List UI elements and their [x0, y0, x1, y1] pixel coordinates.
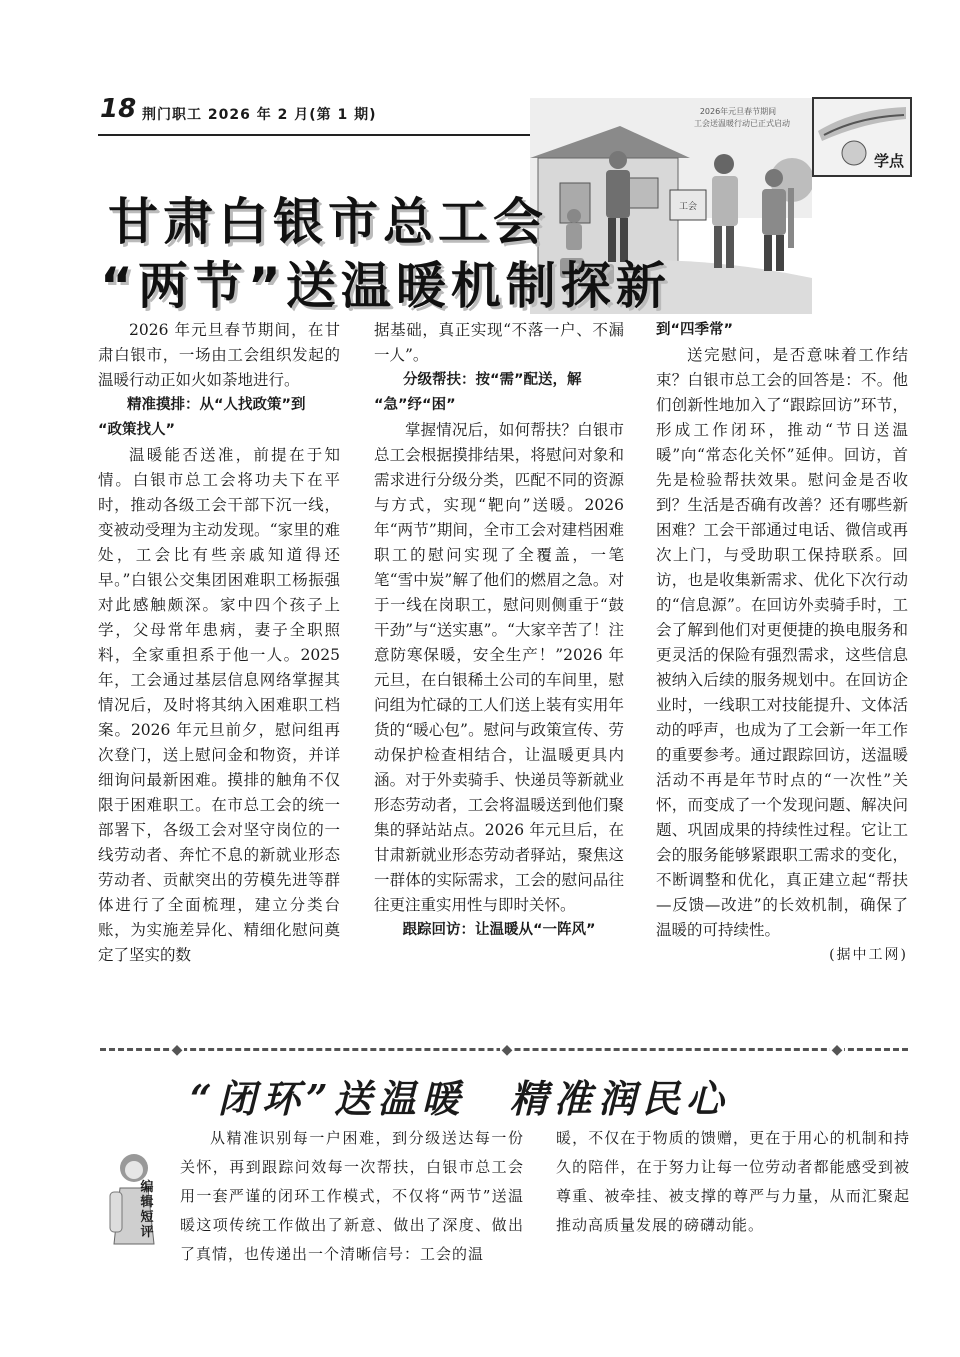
- box-label: 工会: [678, 202, 698, 212]
- subheading: “急”纾“困”: [374, 397, 456, 413]
- divider-ornament: ◆: [831, 1042, 843, 1058]
- section-badge: [812, 97, 912, 177]
- paragraph: 暖，不仅在于物质的馈赠，更在于用心的机制和持久的陪伴，在于努力让每一位劳动者都能感受到被尊重、被牵挂、被支撑的尊严与力量，从而汇聚起推动高质量发展的磅礴动能。: [556, 1129, 910, 1234]
- subheading: 跟踪回访：让温暖从“一阵风”: [402, 922, 596, 938]
- subheading: 精准摸排：从“人找政策”到: [127, 397, 306, 413]
- section-label: 学点: [873, 152, 904, 170]
- section-divider: [100, 1042, 908, 1058]
- paragraph: 从精准识别每一户困难，到分级送达每一份关怀，再到跟踪问效每一次帮扶，白银市总工会用一套严谨的闭环工作模式，不仅将“两节”送温暖这项传统工作做出了新意、做出了深度、做出了真情，也传递出一个清晰信号：工会的温: [180, 1129, 524, 1263]
- article-title-line1: 甘肃白银市总工会: [108, 193, 548, 251]
- article-title-line2: “两节”送温暖机制探新: [100, 257, 671, 315]
- paragraph: 2026 年元旦春节期间，在甘肃白银市，一场由工会组织发起的温暖行动正如火如荼地进行。: [98, 321, 340, 389]
- paragraph: 掌握情况后，如何帮扶？白银市总工会根据摸排结果，将慰问对象和需求进行分级分类，匹配不同的资源与方式，实现“靶向”送暖。2026 年“两节”期间，全市工会对建档困难职工的慰问实现了全覆盖，一笔笔“雪中炭”解了他们的燃眉之急。对于一线在岗职工，慰问则侧重于“鼓干劲”与“送实惠”。“大家辛苦了！注意防寒保暖，安全生产！”2026 年元旦，在白银稀土公司的车间里，慰问组为忙碌的工人们送上装有实用年货的“暖心包”。慰问与政策宣传、劳动保护检查相结合，让温暖更具内涵。对于外卖骑手、快递员等新就业形态劳动者，工会将温暖送到他们聚集的驿站站点。2026 年元旦后，在甘肃新就业形态劳动者驿站，聚焦这一群体的实际需求，工会的慰问品往往更注重实用性与即时关怀。: [374, 421, 624, 914]
- paragraph: 据基础，真正实现“不落一户、不漏一人”。: [374, 321, 624, 364]
- page-number: 18: [100, 94, 137, 124]
- article-column-3: [656, 318, 908, 968]
- divider-ornament: ◆: [171, 1042, 183, 1058]
- commentary-column-2: [556, 1124, 910, 1240]
- article-column-2: [374, 318, 624, 943]
- paragraph: 送完慰问，是否意味着工作结束？白银市总工会的回答是：不。他们创新性地加入了“跟踪回访”环节，形成工作闭环，推动“节日送温暖”向“常态化关怀”延伸。回访，首先是检验帮扶效果。慰问金是否收到？生活是否确有改善？还有哪些新困难？工会干部通过电话、微信或再次上门，与受助职工保持联系。回访，也是收集新需求、优化下次行动的“信息源”。在回访外卖骑手时，工会了解到他们对更便捷的换电服务和更灵活的保险有强烈需求，这些信息被纳入后续的服务规划中。在回访企业时，一线职工对技能提升、文体活动的呼声，也成为了工会新一年工作的重要参考。通过跟踪回访，送温暖活动不再是年节时点的“一次性”关怀，而变成了一个发现问题、解决问题、巩固成果的持续性过程。它让工会的服务能够紧跟职工需求的变化，不断调整和优化，真正建立起“帮扶—反馈—改进”的长效机制，确保了温暖的可持续性。: [656, 346, 908, 939]
- banner-line2: 工会送温暖行动已正式启动: [694, 119, 790, 128]
- subheading: 分级帮扶：按“需”配送，解: [403, 372, 582, 388]
- divider-ornament: ◆: [501, 1042, 513, 1058]
- commentary-column-1: [180, 1124, 524, 1269]
- subheading: 到“四季常”: [656, 322, 734, 338]
- publication-info: 荆门职工 2026 年 2 月(第 1 期): [142, 107, 377, 123]
- banner-line1: 2026年元旦春节期间: [699, 107, 777, 116]
- commentary-label: 编辑短评: [140, 1180, 154, 1240]
- subheading: “政策找人”: [98, 422, 176, 438]
- article-source: (据中工网): [829, 947, 908, 963]
- article-column-1: [98, 318, 340, 968]
- paragraph: 温暖能否送准，前提在于知情。白银市总工会将功夫下在平时，推动各级工会干部下沉一线，变被动受理为主动发现。“家里的难处，工会比有些亲戚知道得还早。”白银公交集团困难职工杨振强对此感触颇深。家中四个孩子上学，父母常年患病，妻子全职照料，全家重担系于他一人。2025 年，工会通过基层信息网络掌握其情况后，及时将其纳入困难职工档案。2026 年元旦前夕，慰问组再次登门，送上慰问金和物资，并详细询问最新困难。摸排的触角不仅限于困难职工。在市总工会的统一部署下，各级工会对坚守岗位的一线劳动者、奔忙不息的新就业形态劳动者、贡献突出的劳模先进等群体进行了全面梳理，建立分类台账，为实施差异化、精细化慰问奠定了坚实的数: [98, 446, 340, 964]
- commentary-title: “闭环”送温暖 精准润民心: [190, 1076, 730, 1121]
